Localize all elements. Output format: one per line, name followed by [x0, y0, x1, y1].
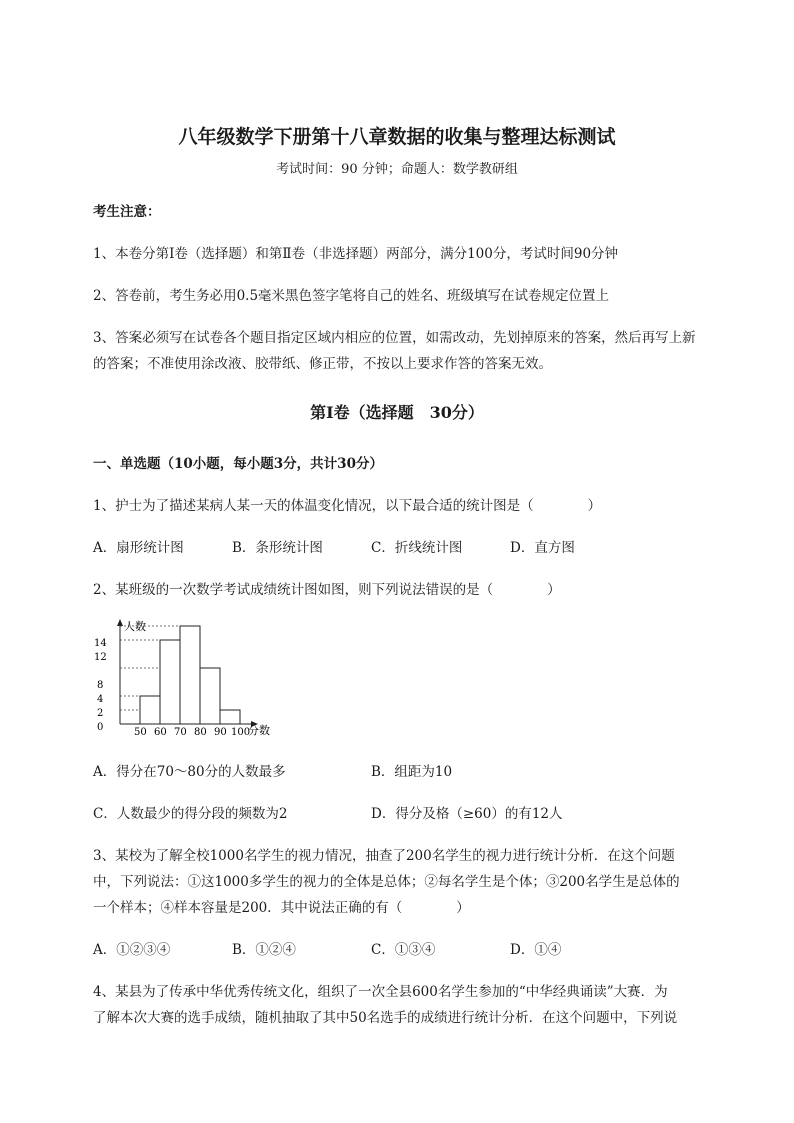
option-d: D．①④ — [510, 942, 562, 958]
question-stem: 一个样本；④样本容量是200．其中说法正确的有（ ） — [93, 900, 470, 916]
histogram — [88, 612, 303, 742]
exam-info: 考试时间：90 分钟；命题人：数学教研组 — [276, 162, 518, 177]
option-b: B．条形统计图 — [232, 540, 323, 556]
notice-item: 的答案；不准使用涂改液、胶带纸、修正带，不按以上要求作答的答案无效。 — [93, 356, 552, 372]
histogram-bar — [220, 710, 240, 724]
histogram-bar — [200, 668, 220, 724]
x-tick-label: 100 — [231, 727, 251, 738]
notice-item: 1、本卷分第Ⅰ卷（选择题）和第Ⅱ卷（非选择题）两部分，满分100分，考试时间90分钟 — [93, 246, 619, 262]
question-stem: 3、某校为了解全校1000名学生的视力情况，抽查了200名学生的视力进行统计分析．在这个问题 — [93, 848, 675, 864]
y-axis-label: 人数 — [124, 620, 146, 633]
question-stem: 1、护士为了描述某病人某一天的体温变化情况，以下最合适的统计图是（ ） — [93, 498, 602, 514]
option-b: B．①②④ — [232, 942, 296, 958]
page-title: 八年级数学下册第十八章数据的收集与整理达标测试 — [178, 126, 616, 148]
option-a: A．得分在70～80分的人数最多 — [93, 764, 286, 780]
option-d: D．直方图 — [510, 540, 575, 556]
histogram-bar — [160, 640, 180, 724]
option-d: D．得分及格（≥60）的有12人 — [371, 806, 563, 822]
histogram-bar — [180, 626, 200, 724]
notice-item: 3、答案必须写在试卷各个题目指定区域内相应的位置，如需改动，先划掉原来的答案，然后再写上新 — [93, 330, 696, 346]
x-tick-label: 60 — [154, 727, 167, 738]
notice-item: 2、答卷前，考生务必用0.5毫米黑色签字笔将自己的姓名、班级填写在试卷规定位置上 — [93, 288, 610, 304]
option-b: B．组距为10 — [371, 764, 453, 780]
question-stem: 了解本次大赛的选手成绩，随机抽取了其中50名选手的成绩进行统计分析．在这个问题中，下列说 — [93, 1010, 678, 1026]
y-tick-label: 4 — [97, 694, 104, 705]
y-axis-arrow — [117, 619, 123, 626]
histogram-bar — [140, 696, 160, 724]
y-tick-label: 14 — [94, 638, 107, 649]
x-tick-label: 90 — [214, 727, 227, 738]
question-stem: 2、某班级的一次数学考试成绩统计图如图，则下列说法错误的是（ ） — [93, 582, 561, 598]
option-a: A．扇形统计图 — [93, 540, 184, 556]
y-tick-label: 8 — [97, 680, 104, 691]
y-tick-label: 12 — [94, 652, 107, 663]
x-tick-label: 80 — [194, 727, 207, 738]
section-subheading: 一、单选题（10小题，每小题3分，共计30分） — [93, 456, 383, 472]
y-tick-label: 0 — [97, 722, 104, 733]
option-c: C．人数最少的得分段的频数为2 — [93, 806, 288, 822]
section-title: 第Ⅰ卷（选择题 30分） — [310, 403, 484, 422]
y-tick-label: 2 — [97, 708, 104, 719]
option-a: A．①②③④ — [93, 942, 171, 958]
option-c: C．折线统计图 — [371, 540, 463, 556]
x-axis-label: 分数 — [248, 724, 270, 737]
question-stem: 中，下列说法：①这1000多学生的视力的全体是总体；②每名学生是个体；③200名学生是总体的 — [93, 874, 680, 890]
x-tick-label: 70 — [174, 727, 187, 738]
notice-heading: 考生注意： — [93, 204, 161, 220]
option-c: C．①③④ — [371, 942, 436, 958]
question-stem: 4、某县为了传承中华优秀传统文化，组织了一次全县600名学生参加的“中华经典诵读”大赛．为 — [93, 984, 668, 1000]
x-tick-label: 50 — [134, 727, 147, 738]
